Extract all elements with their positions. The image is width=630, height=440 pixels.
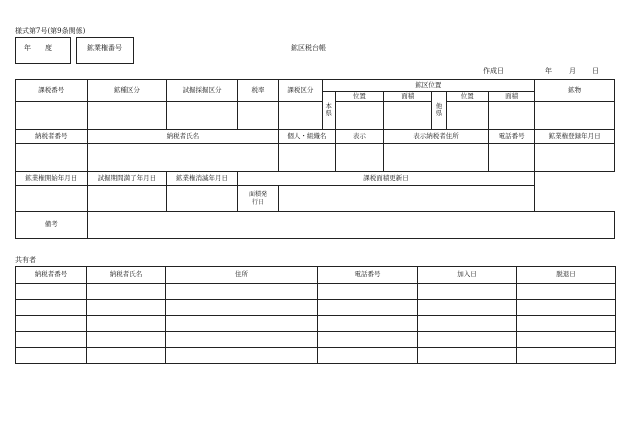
co-owner-cell[interactable]: [87, 348, 166, 364]
this-pref-area-cell[interactable]: [384, 102, 432, 130]
this-prefecture-header: [322, 92, 335, 130]
other-pref-area-cell[interactable]: [488, 102, 534, 130]
display-cell[interactable]: [335, 144, 383, 172]
co-owner-row: [16, 348, 616, 364]
co-owner-cell[interactable]: [166, 316, 318, 332]
co-owner-cell[interactable]: [16, 316, 87, 332]
taxpayer-name-cell[interactable]: [87, 144, 279, 172]
display-header: 表示: [335, 130, 383, 144]
trial-expiry-cell[interactable]: [87, 186, 167, 212]
extinction-date-cell[interactable]: [167, 186, 238, 212]
co-owner-cell[interactable]: [16, 284, 87, 300]
co-owner-address-header: 住所: [166, 267, 318, 284]
co-owner-cell[interactable]: [87, 284, 166, 300]
co-owner-cell[interactable]: [418, 348, 517, 364]
area-update-cell[interactable]: [279, 186, 535, 212]
area-issue-text: 面積発行日: [248, 191, 267, 206]
co-owner-join-date-header: 加入日: [418, 267, 517, 284]
individual-org-header: 個人・組織名: [279, 130, 335, 144]
co-owners-title: 共有者: [15, 256, 36, 264]
co-owner-cell[interactable]: [166, 284, 318, 300]
co-owner-cell[interactable]: [517, 348, 616, 364]
minerals-header: 鉱物: [535, 80, 615, 102]
co-owner-cell[interactable]: [166, 300, 318, 316]
co-owner-cell[interactable]: [318, 316, 418, 332]
form-number-label: 様式第7号(第9条関係): [15, 27, 86, 35]
this-prefecture-label: 本県: [325, 101, 332, 118]
mineral-type-cell[interactable]: [87, 102, 167, 130]
tax-rate-cell[interactable]: [237, 102, 278, 130]
co-owner-cell[interactable]: [517, 284, 616, 300]
area-update-header: 課税面積更新日: [237, 172, 534, 186]
co-owner-cell[interactable]: [318, 284, 418, 300]
co-owner-leave-date-header: 脱退日: [517, 267, 616, 284]
co-owner-cell[interactable]: [418, 284, 517, 300]
created-month-unit: 月: [569, 67, 576, 75]
co-owner-cell[interactable]: [318, 332, 418, 348]
co-owner-cell[interactable]: [16, 300, 87, 316]
created-date-label: 作成日: [483, 67, 504, 75]
mining-right-number-box: [76, 37, 134, 64]
registration-date-header: 鉱業権登録年月日: [535, 130, 615, 144]
display-address-cell[interactable]: [384, 144, 489, 172]
other-prefecture-header: [432, 92, 446, 130]
co-owner-cell[interactable]: [418, 300, 517, 316]
this-pref-area-header: 面積: [384, 92, 432, 102]
co-owner-row: [16, 300, 616, 316]
minerals-cell[interactable]: [535, 102, 615, 130]
tax-number-header: 課税番号: [16, 80, 88, 102]
tax-number-cell[interactable]: [16, 102, 88, 130]
start-date-header: 鉱業権開始年月日: [16, 172, 88, 186]
blank-corner: [535, 172, 615, 212]
this-pref-position-header: 位置: [335, 92, 383, 102]
mining-right-number-label: 鉱業権番号: [87, 44, 122, 52]
start-date-cell[interactable]: [16, 186, 88, 212]
co-owner-row: [16, 332, 616, 348]
co-owner-taxpayer-name-header: 納税者氏名: [87, 267, 166, 284]
co-owner-cell[interactable]: [517, 316, 616, 332]
remarks-header: 備考: [16, 212, 88, 239]
trial-mining-cell[interactable]: [167, 102, 238, 130]
co-owner-taxpayer-number-header: 納税者番号: [16, 267, 87, 284]
ledger-table: [15, 79, 615, 239]
display-address-header: 表示納税者住所: [384, 130, 489, 144]
co-owner-cell[interactable]: [166, 348, 318, 364]
this-pref-position-cell[interactable]: [335, 102, 383, 130]
co-owner-row: [16, 316, 616, 332]
taxpayer-number-header: 納税者番号: [16, 130, 88, 144]
co-owner-cell[interactable]: [87, 316, 166, 332]
remarks-cell[interactable]: [87, 212, 614, 239]
registration-date-cell[interactable]: [535, 144, 615, 172]
co-owner-cell[interactable]: [318, 300, 418, 316]
co-owner-row: [16, 284, 616, 300]
co-owner-cell[interactable]: [166, 332, 318, 348]
location-header: 鉱区位置: [322, 80, 535, 92]
page-title: 鉱区税台帳: [291, 44, 326, 52]
created-day-unit: 日: [592, 67, 599, 75]
taxation-class-cell[interactable]: [279, 102, 322, 130]
taxpayer-number-cell[interactable]: [16, 144, 88, 172]
other-pref-position-header: 位置: [446, 92, 488, 102]
other-prefecture-label: 他県: [435, 101, 443, 118]
co-owner-cell[interactable]: [87, 300, 166, 316]
co-owner-cell[interactable]: [517, 300, 616, 316]
tax-rate-header: 税率: [237, 80, 278, 102]
co-owner-cell[interactable]: [16, 332, 87, 348]
co-owner-cell[interactable]: [418, 332, 517, 348]
taxation-class-header: 課税区分: [279, 80, 322, 102]
created-year-unit: 年: [545, 67, 552, 75]
co-owner-cell[interactable]: [87, 332, 166, 348]
co-owner-phone-header: 電話番号: [318, 267, 418, 284]
other-pref-position-cell[interactable]: [446, 102, 488, 130]
fiscal-year-box: [15, 37, 71, 64]
co-owner-cell[interactable]: [517, 332, 616, 348]
trial-mining-header: 試掘採掘区分: [167, 80, 238, 102]
area-issue-label: [237, 186, 278, 212]
individual-org-cell[interactable]: [279, 144, 335, 172]
phone-header: 電話番号: [488, 130, 534, 144]
co-owner-cell[interactable]: [16, 348, 87, 364]
mineral-type-header: 鉱種区分: [87, 80, 167, 102]
phone-cell[interactable]: [488, 144, 534, 172]
co-owners-table: [15, 266, 616, 364]
co-owner-cell[interactable]: [418, 316, 517, 332]
taxpayer-name-header: 納税者氏名: [87, 130, 279, 144]
fiscal-year-label: 年 度: [24, 44, 52, 52]
co-owner-cell[interactable]: [318, 348, 418, 364]
trial-expiry-header: 試掘期間満了年月日: [87, 172, 167, 186]
extinction-date-header: 鉱業権消滅年月日: [167, 172, 238, 186]
other-pref-area-header: 面積: [488, 92, 534, 102]
